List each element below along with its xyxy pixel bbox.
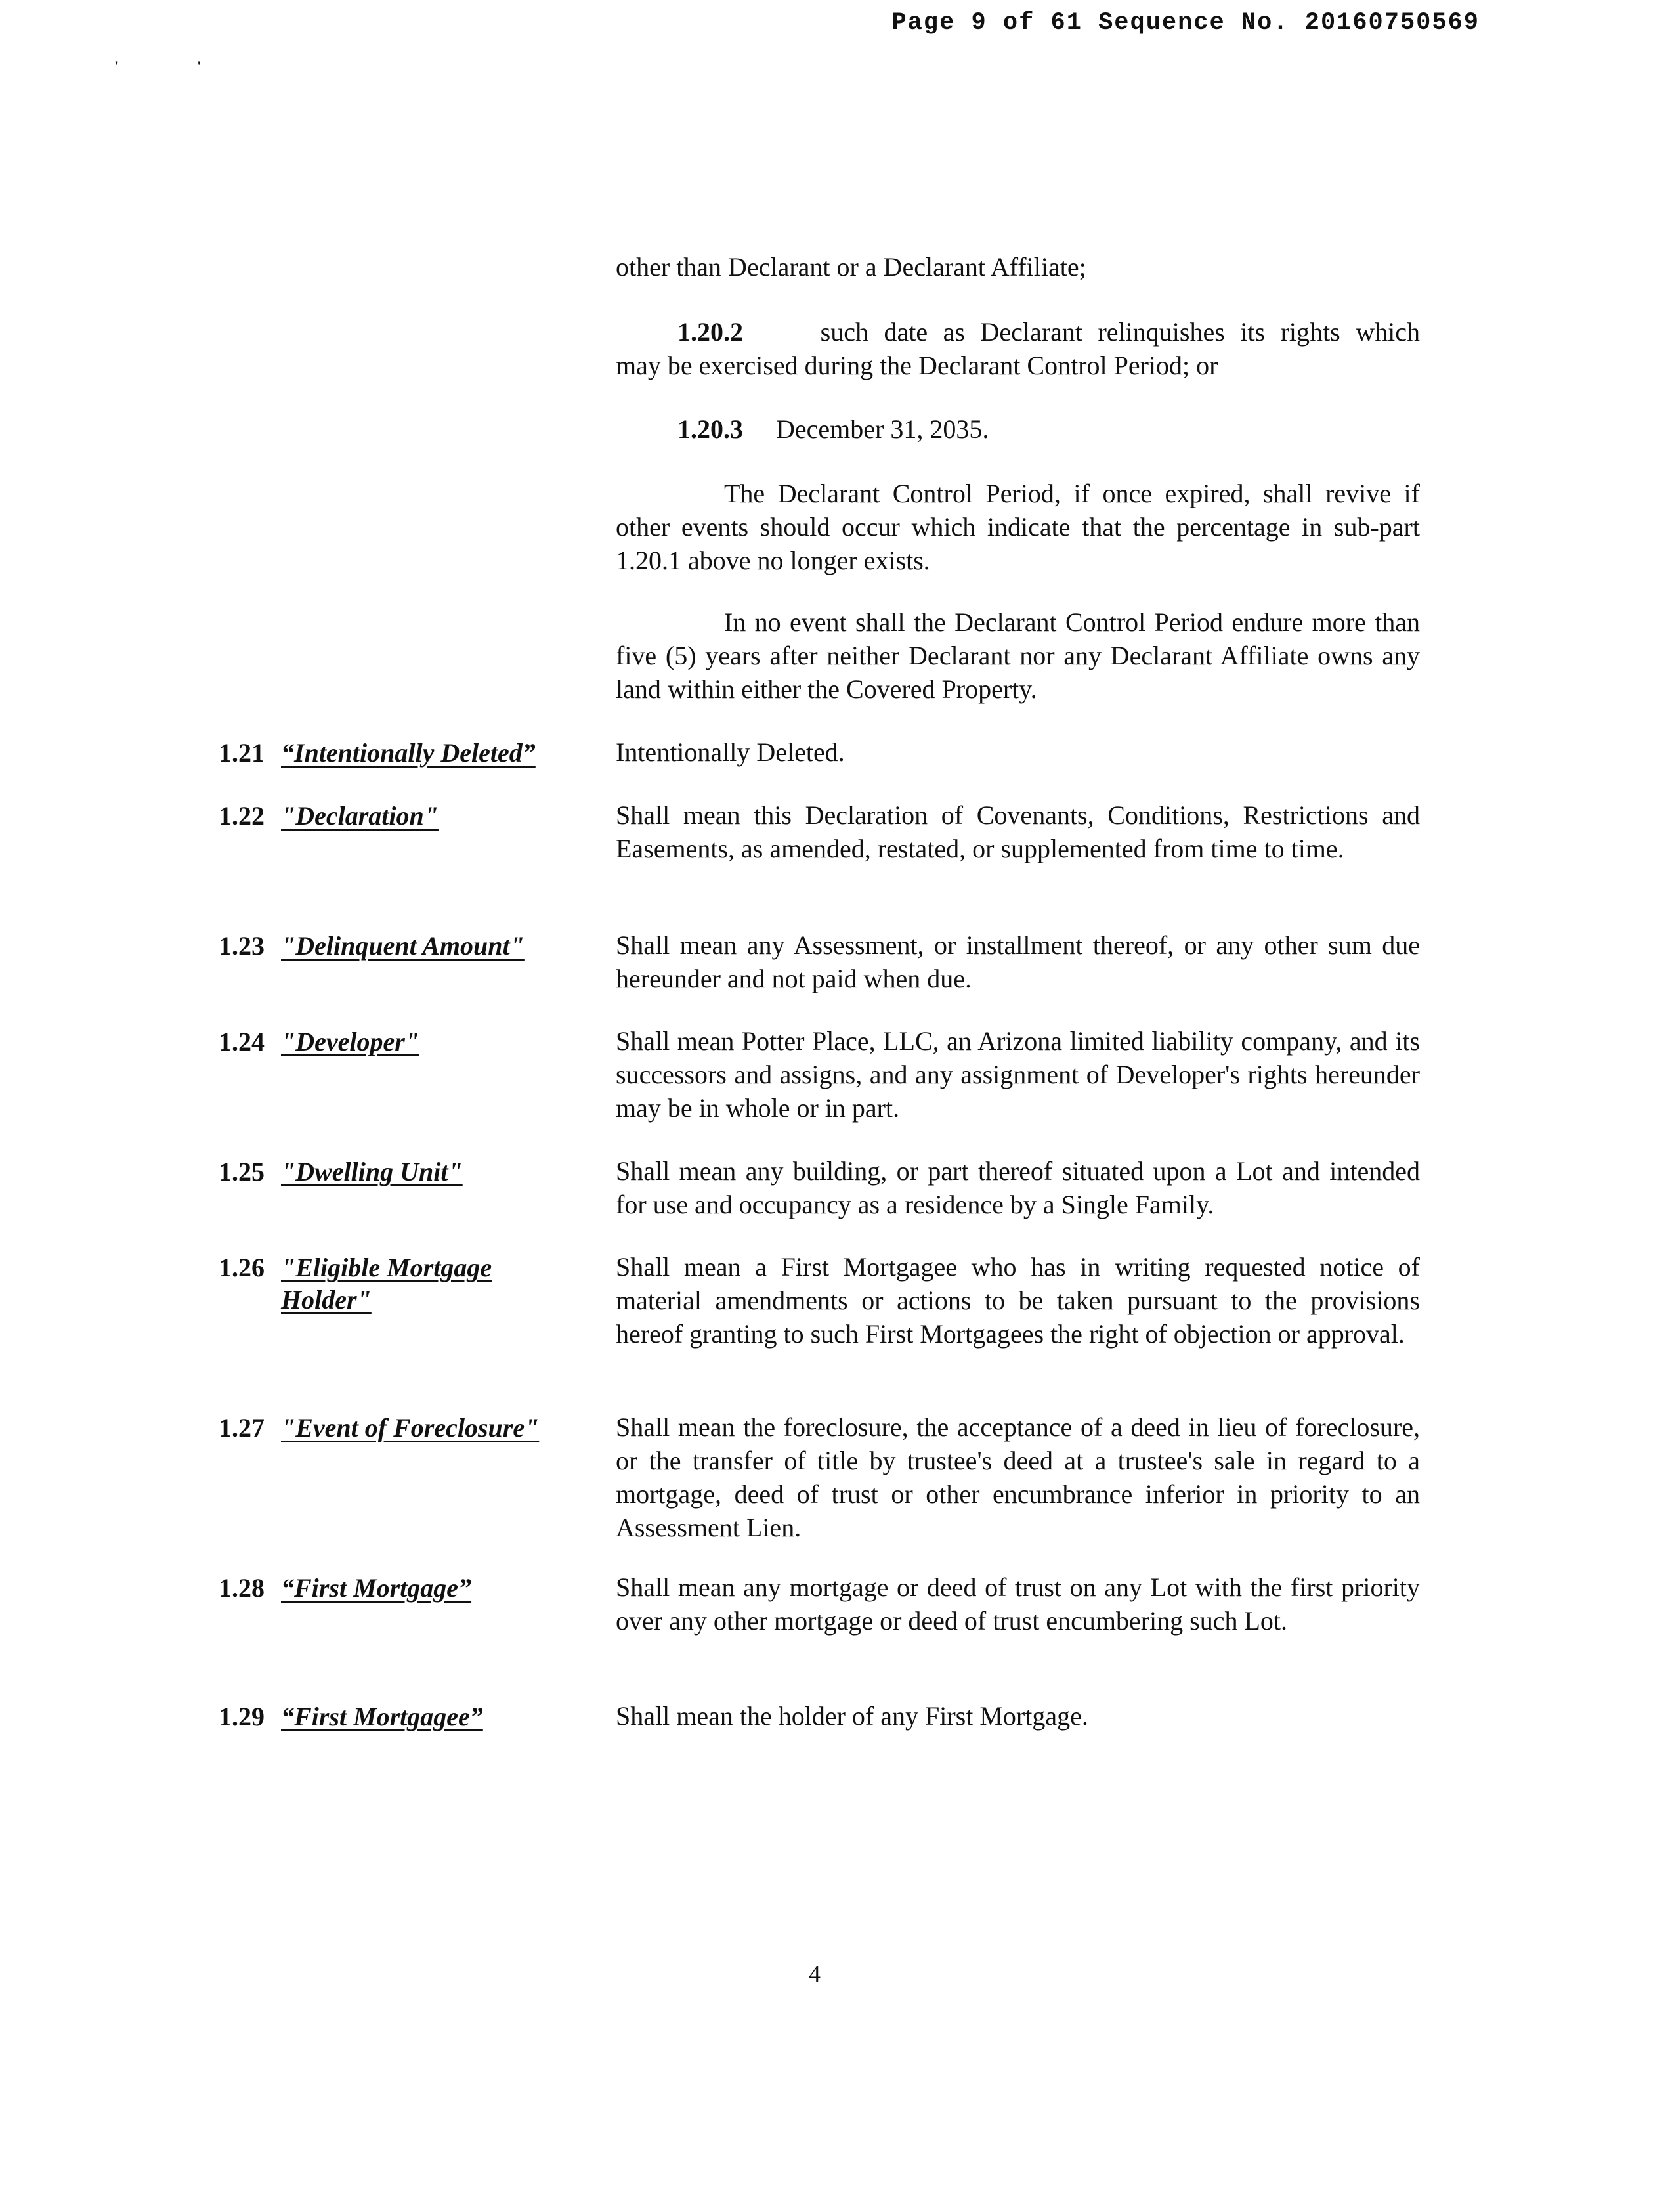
definition-term <box>219 1251 573 1316</box>
definition-title: "Eligible Mortgage <box>281 1253 492 1282</box>
definition-term <box>219 930 573 962</box>
definition-title: "Declaration" <box>281 801 439 831</box>
definition-number: 1.23 <box>219 931 265 961</box>
definition-number: 1.21 <box>219 738 265 768</box>
intro-line: other than Declarant or a Declarant Affiliate; <box>616 252 1086 282</box>
definition-body: Shall mean the holder of any First Mortgage. <box>616 1701 1088 1731</box>
definition-number: 1.22 <box>219 801 265 831</box>
definition-title: "Event of Foreclosure" <box>281 1413 540 1442</box>
definition-body: Shall mean any mortgage or deed of trust on any Lot with the first priority over any other mortgage or deed of trust encumbering such Lot. <box>616 1572 1420 1636</box>
definition-title: “First Mortgage” <box>281 1573 472 1603</box>
definition-title: "Delinquent Amount" <box>281 931 525 961</box>
definition-number: 1.29 <box>219 1702 265 1731</box>
definition-title: "Developer" <box>281 1027 419 1056</box>
no-event-paragraph: In no event shall the Declarant Control Period endure more than five (5) years after neither Declarant nor any Declarant Affiliate owns any land within either the Covered Property. <box>616 607 1420 704</box>
subpart-text: December 31, 2035. <box>776 414 989 444</box>
definition-number: 1.27 <box>219 1413 265 1442</box>
speck: ' <box>197 58 202 74</box>
definition-term <box>219 800 573 832</box>
subpart-1-20-3 <box>677 412 1420 446</box>
definition-title-continued: Holder" <box>281 1285 372 1314</box>
definition-body: Shall mean Potter Place, LLC, an Arizona limited liability company, and its successors and assigns, and any assignment of Developer's rights hereunder may be in whole or in part. <box>616 1026 1420 1123</box>
definition-number: 1.24 <box>219 1027 265 1056</box>
definition-title: "Dwelling Unit" <box>281 1157 463 1186</box>
definition-number: 1.28 <box>219 1573 265 1603</box>
definition-term <box>219 1412 573 1444</box>
revive-paragraph: The Declarant Control Period, if once expired, shall revive if other events should occur which indicate that the percentage in sub-part 1.20.1 above no longer exists. <box>616 479 1420 575</box>
subpart-1-20-2 <box>677 315 1420 349</box>
definition-number: 1.25 <box>219 1157 265 1186</box>
subpart-line <box>677 412 1420 446</box>
definition-number: 1.26 <box>219 1253 265 1282</box>
definition-body: Intentionally Deleted. <box>616 737 845 767</box>
speck: ' <box>114 58 119 74</box>
subpart-text: such date as Declarant relinquishes its rights which <box>820 317 1421 347</box>
definition-term <box>219 1572 573 1604</box>
subpart-number: 1.20.3 <box>677 414 743 444</box>
definition-term <box>219 1156 573 1188</box>
page-header: Page 9 of 61 Sequence No. 20160750569 <box>891 9 1480 37</box>
definition-term <box>219 1701 573 1733</box>
definition-body: Shall mean a First Mortgagee who has in writing requested notice of material amendments or actions to be taken pursuant to the provisions hereof granting to such First Mortgagees the right of objection or approval. <box>616 1252 1420 1349</box>
definition-title: “Intentionally Deleted” <box>281 738 536 768</box>
definition-term <box>219 1026 573 1058</box>
subpart-line1 <box>677 315 1420 349</box>
subpart-line2: may be exercised during the Declarant Control Period; or <box>616 351 1218 380</box>
definition-body: Shall mean any Assessment, or installment thereof, or any other sum due hereunder and not paid when due. <box>616 930 1420 993</box>
definition-term <box>219 737 573 769</box>
definition-body: Shall mean this Declaration of Covenants, Conditions, Restrictions and Easements, as amended, restated, or supplemented from time to time. <box>616 800 1420 863</box>
page-number: 4 <box>809 1961 821 1987</box>
subpart-number: 1.20.2 <box>677 317 743 347</box>
scan-specks <box>114 58 280 75</box>
definition-body: Shall mean the foreclosure, the acceptance of a deed in lieu of foreclosure, or the transfer of title by trustee's deed at a trustee's sale in regard to a mortgage, deed of trust or other encumbrance inferior in priority to an Assessment Lien. <box>616 1412 1420 1542</box>
definition-title: “First Mortgagee” <box>281 1702 483 1731</box>
definition-body: Shall mean any building, or part thereof situated upon a Lot and intended for use and occupancy as a residence by a Single Family. <box>616 1156 1420 1219</box>
